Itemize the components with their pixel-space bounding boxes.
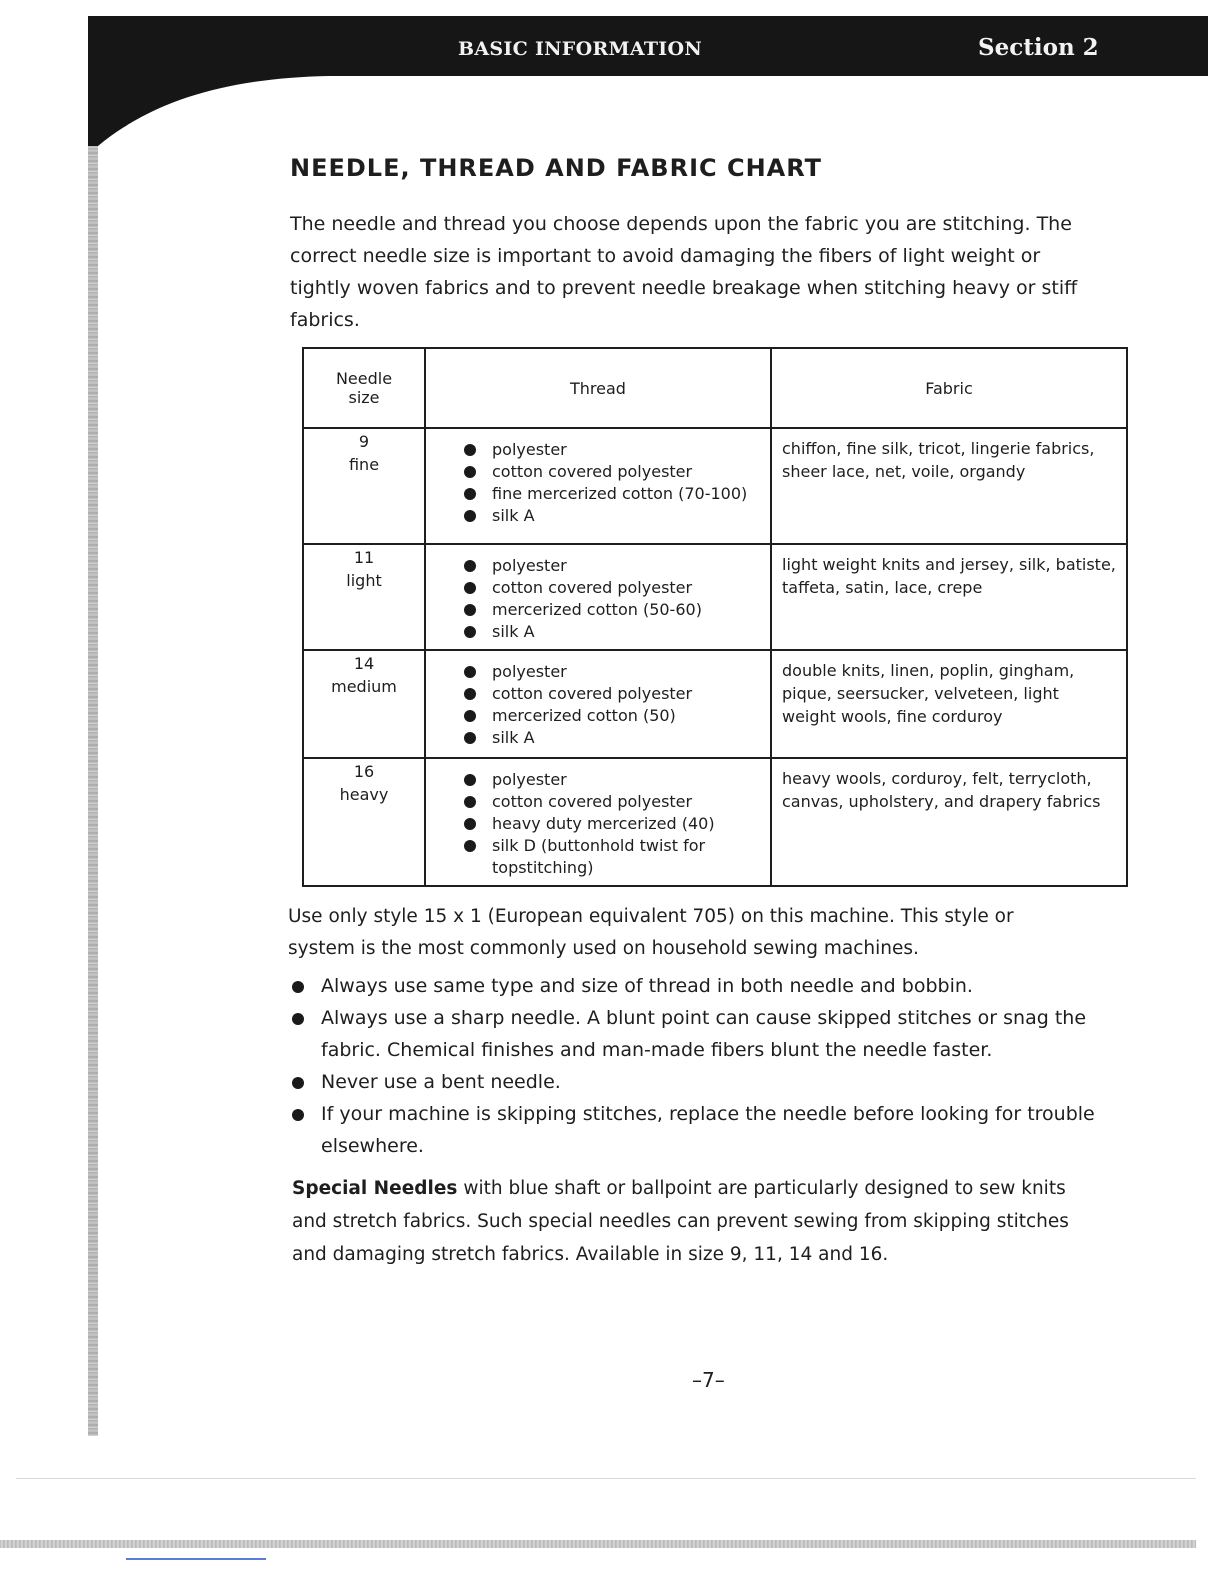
thread-item xyxy=(464,791,770,813)
thread-item xyxy=(464,577,770,599)
thread-item xyxy=(464,813,770,835)
needle-size-cell xyxy=(303,650,425,758)
table-row xyxy=(303,650,1127,758)
header-thread: Thread xyxy=(425,348,771,428)
thread-label: mercerized cotton (50) xyxy=(492,706,676,725)
thread-item xyxy=(464,483,770,505)
special-needles-paragraph xyxy=(292,1172,1102,1271)
bullet-icon xyxy=(464,666,476,678)
needle-size: 14 xyxy=(353,654,375,673)
needle-size-cell xyxy=(303,428,425,544)
needle-size-cell xyxy=(303,758,425,886)
thread-cell xyxy=(425,544,771,650)
needle-weight: medium xyxy=(331,677,397,696)
bullet-icon xyxy=(464,626,476,638)
tips-list xyxy=(288,970,1098,1162)
bullet-icon xyxy=(292,981,304,993)
thread-label: silk A xyxy=(492,622,535,641)
header-needle-size xyxy=(303,348,425,428)
bullet-icon xyxy=(464,732,476,744)
table-row xyxy=(303,544,1127,650)
thread-label: silk A xyxy=(492,728,535,747)
thread-label: silk D (buttonhold twist for topstitching) xyxy=(492,836,706,877)
bullet-icon xyxy=(464,582,476,594)
bullet-icon xyxy=(464,488,476,500)
fabric-cell: chiffon, fine silk, tricot, lingerie fabrics, sheer lace, net, voile, organdy xyxy=(771,428,1127,544)
thread-item xyxy=(464,621,770,643)
thread-cell xyxy=(425,650,771,758)
header-needle-line1: Needle xyxy=(335,369,393,388)
section-label: Section 2 xyxy=(978,34,1099,61)
thread-label: heavy duty mercerized (40) xyxy=(492,814,715,833)
thread-item xyxy=(464,835,770,879)
tip-item xyxy=(288,970,1098,1002)
thread-label: mercerized cotton (50-60) xyxy=(492,600,702,619)
tip-item xyxy=(288,1098,1098,1162)
special-needles-label: Special Needles xyxy=(292,1178,458,1199)
thread-label: silk A xyxy=(492,506,535,525)
thread-item xyxy=(464,505,770,527)
thread-item xyxy=(464,461,770,483)
thread-item xyxy=(464,769,770,791)
needle-size: 16 xyxy=(353,762,375,781)
bullet-icon xyxy=(464,604,476,616)
bullet-icon xyxy=(464,466,476,478)
thread-label: fine mercerized cotton (70-100) xyxy=(492,484,748,503)
tip-item xyxy=(288,1002,1098,1066)
needle-size-cell xyxy=(303,544,425,650)
table-row xyxy=(303,758,1127,886)
bullet-icon xyxy=(464,840,476,852)
header-needle-line2: size xyxy=(348,388,380,407)
footer-rule xyxy=(16,1478,1196,1479)
thread-cell xyxy=(425,428,771,544)
fabric-cell: heavy wools, corduroy, felt, terrycloth, canvas, upholstery, and drapery fabrics xyxy=(771,758,1127,886)
thread-label: polyester xyxy=(492,556,567,575)
tip-text: Always use same type and size of thread in both needle and bobbin. xyxy=(321,975,973,997)
bullet-icon xyxy=(292,1013,304,1025)
thread-item xyxy=(464,599,770,621)
bullet-icon xyxy=(464,560,476,572)
thread-item xyxy=(464,439,770,461)
needle-weight: heavy xyxy=(339,785,389,804)
bullet-icon xyxy=(464,444,476,456)
bullet-icon xyxy=(464,796,476,808)
bullet-icon xyxy=(292,1109,304,1121)
bullet-icon xyxy=(464,818,476,830)
thread-label: cotton covered polyester xyxy=(492,792,693,811)
tip-text: Always use a sharp needle. A blunt point can cause skipped stitches or snag the fabric. Chemical finishes and man-made fibers blunt the needle faster. xyxy=(321,1007,1087,1061)
thread-item xyxy=(464,661,770,683)
bullet-icon xyxy=(464,510,476,522)
thread-label: polyester xyxy=(492,770,567,789)
thread-label: cotton covered polyester xyxy=(492,462,693,481)
thread-label: polyester xyxy=(492,662,567,681)
header-fabric: Fabric xyxy=(771,348,1127,428)
bullet-icon xyxy=(464,710,476,722)
table-header-row xyxy=(303,348,1127,428)
intro-paragraph: The needle and thread you choose depends upon the fabric you are stitching. The correct needle size is important to avoid damaging the fibers of light weight or tightly woven fabrics and to prevent needle breakage when stitching heavy or stiff fabrics. xyxy=(290,213,1078,331)
fabric-cell: light weight knits and jersey, silk, batiste, taffeta, satin, lace, crepe xyxy=(771,544,1127,650)
tip-text: If your machine is skipping stitches, replace the needle before looking for trouble elsewhere. xyxy=(321,1103,1095,1157)
needle-weight: light xyxy=(346,571,382,590)
thread-item xyxy=(464,555,770,577)
tip-text: Never use a bent needle. xyxy=(321,1071,561,1093)
thread-label: cotton covered polyester xyxy=(492,578,693,597)
needle-weight: fine xyxy=(348,455,380,474)
needle-size: 11 xyxy=(353,548,375,567)
footer-band xyxy=(0,1540,1196,1548)
needle-thread-fabric-table xyxy=(302,347,1128,887)
footer-accent-line xyxy=(126,1558,266,1560)
page-number: –7– xyxy=(692,1368,725,1392)
thread-item xyxy=(464,705,770,727)
thread-item xyxy=(464,727,770,749)
thread-item xyxy=(464,683,770,705)
header-title: BASIC INFORMATION xyxy=(458,38,703,60)
bullet-icon xyxy=(292,1077,304,1089)
bullet-icon xyxy=(464,688,476,700)
tip-item xyxy=(288,1066,1098,1098)
style-note-line1: Use only style 15 x 1 (European equivalent 705) on this machine. This style or xyxy=(288,906,1014,927)
needle-size: 9 xyxy=(358,432,370,451)
thread-label: cotton covered polyester xyxy=(492,684,693,703)
binding-edge xyxy=(88,76,98,1436)
fabric-cell: double knits, linen, poplin, gingham, pique, seersucker, velveteen, light weight wools, fine corduroy xyxy=(771,650,1127,758)
thread-cell xyxy=(425,758,771,886)
thread-label: polyester xyxy=(492,440,567,459)
style-note-line2: system is the most commonly used on household sewing machines. xyxy=(288,938,919,959)
page-title: NEEDLE, THREAD AND FABRIC CHART xyxy=(290,154,823,182)
bullet-icon xyxy=(464,774,476,786)
header-swoosh xyxy=(88,16,328,146)
special-needles-text: with blue shaft or ballpoint are particularly designed to sew knits and stretch fabrics. Such special needles can prevent sewing from skipping stitches and damaging stretch fabrics. Available in size 9, 11, 14 and 16. xyxy=(292,1178,1069,1265)
table-row xyxy=(303,428,1127,544)
